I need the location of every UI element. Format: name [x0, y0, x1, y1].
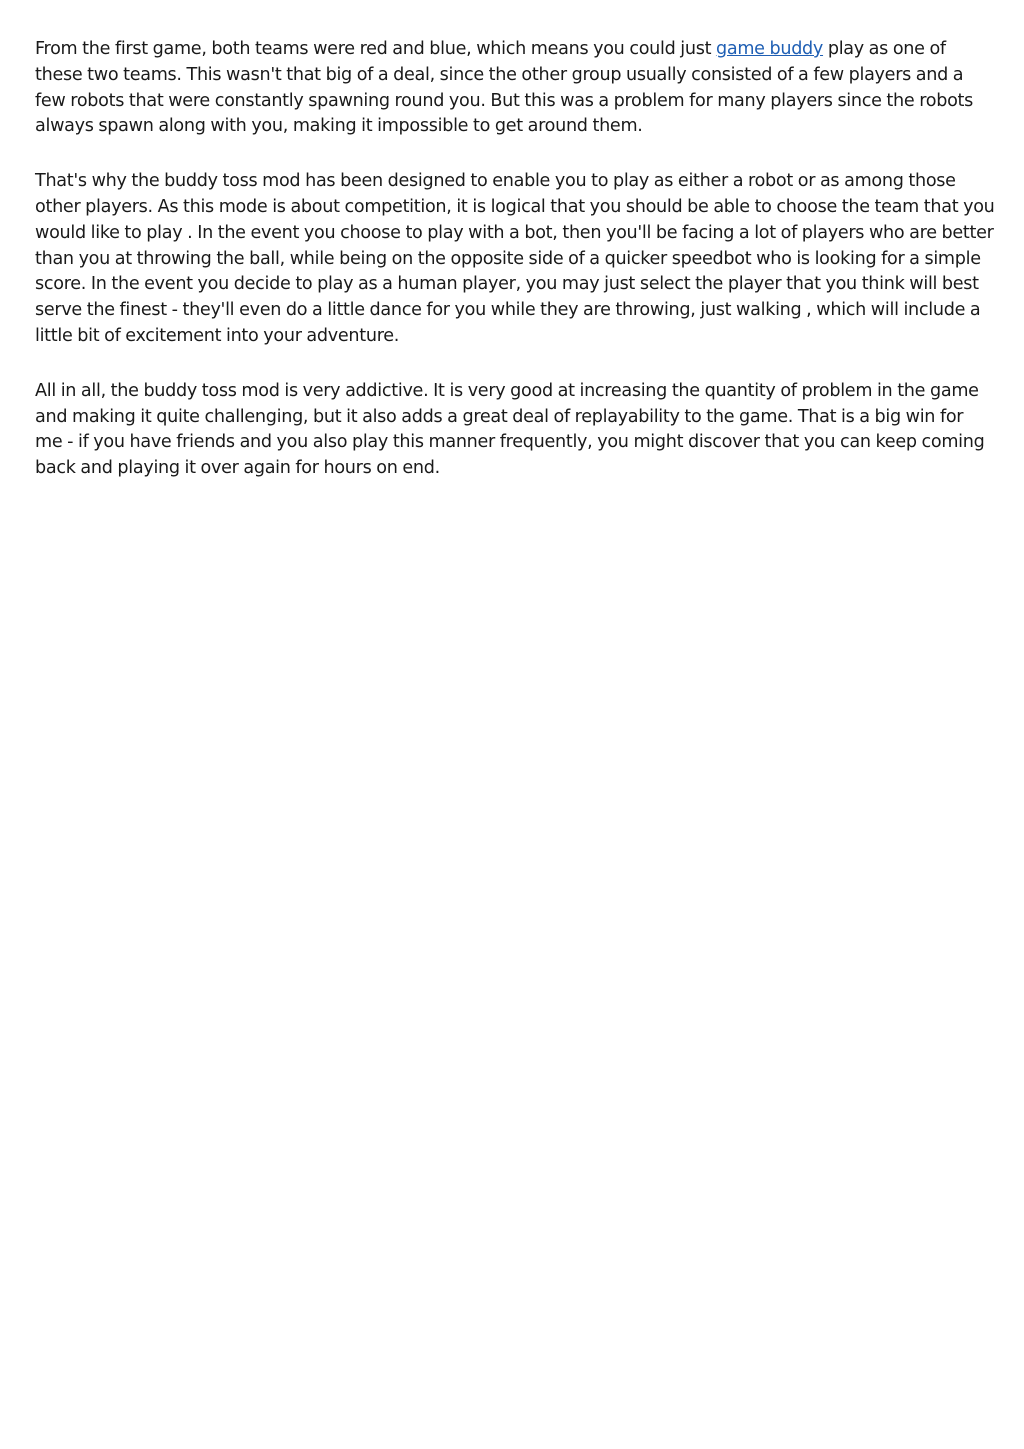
- document-body: [35, 37, 995, 511]
- paragraph-1: [35, 37, 995, 140]
- paragraph-1-text-after-link: play as one of these two teams. This wasn't that big of a deal, since the other group usually consisted of a few players and a few robots that were constantly spawning round you. But this was a problem for many players since the robots always spawn along with you, making it impossible to get around them.: [35, 39, 974, 137]
- paragraph-2: That's why the buddy toss mod has been designed to enable you to play as either a robot or as among those other players. As this mode is about competition, it is logical that you should be able to choose the team that you would like to play . In the event you choose to play with a bot, then you'll be facing a lot of players who are better than you at throwing the ball, while being on the opposite side of a quicker speedbot who is looking for a simple score. In the event you decide to play as a human player, you may just select the player that you think will best serve the finest - they'll even do a little dance for you while they are throwing, just walking , which will include a little bit of excitement into your adventure.: [35, 171, 995, 346]
- game-buddy-link[interactable]: game buddy: [715, 39, 824, 59]
- paragraph-3: All in all, the buddy toss mod is very addictive. It is very good at increasing the quantity of problem in the game and making it quite challenging, but it also adds a great deal of replayability to the game. That is a big win for me - if you have friends and you also play this manner frequently, you might discover that you can keep coming back and playing it over again for hours on end.: [35, 380, 985, 479]
- paragraph-1-text-before-link: From the first game, both teams were red and blue, which means you could just: [35, 39, 716, 59]
